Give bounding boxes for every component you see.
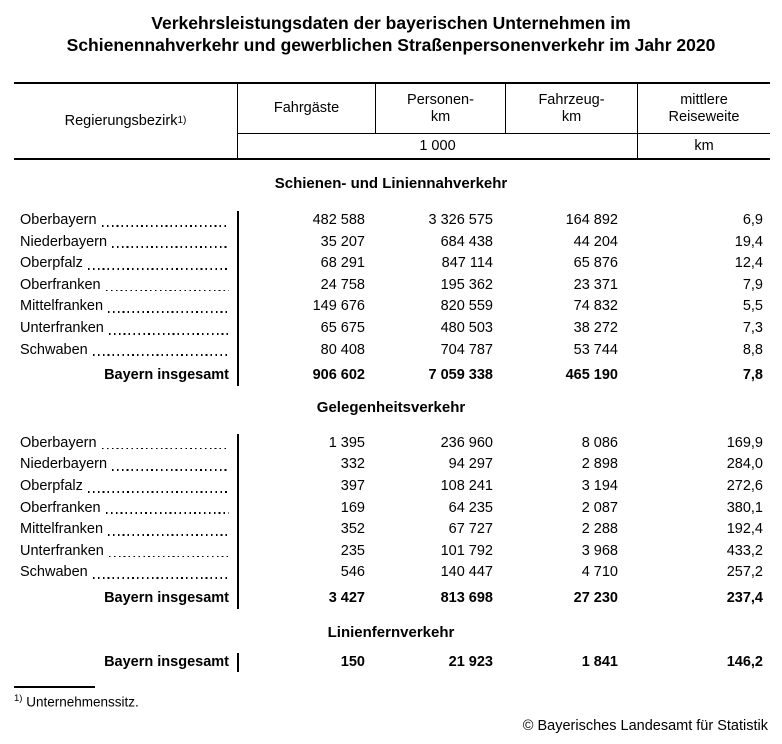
fahrzeug-km-value: 164 892 [565,212,618,228]
reiseweite-value: 380,1 [726,499,763,516]
dotted-leader [106,290,229,292]
regierungsbezirk-label: Regierungsbezirk [64,113,178,129]
fahrzeug-km-total: 1 841 [581,653,618,670]
table-row [14,498,770,520]
reiseweite-value: 7,9 [742,276,763,293]
footnote-divider [14,686,95,688]
fahrgaeste-value: 35 207 [320,233,365,250]
header-line: mittlere [680,91,728,108]
fahrgaeste-value: 235 [340,542,365,559]
region-label-cell [14,253,237,275]
table-row [14,433,770,455]
fahrzeug-km-value: 2 288 [581,521,618,538]
column-header-regierungsbezirk: Regierungsbezirk 1) [64,113,187,129]
fahrzeug-km-value: 3 194 [581,477,618,494]
personen-km-value: 94 297 [448,456,493,473]
personen-km-total: 21 923 [448,653,493,670]
region-label-cell [14,232,237,254]
reiseweite-value: 12,4 [734,255,763,272]
fahrzeug-km-total: 465 190 [565,367,618,384]
region-label-cell [14,318,237,340]
table-row [14,562,770,584]
region-label-cell [14,275,237,297]
reiseweite-value: 169,9 [726,434,763,451]
reiseweite-value: 272,6 [726,477,763,494]
fahrzeug-km-value: 3 968 [581,542,618,559]
reiseweite-value: 433,2 [726,542,763,559]
fahrzeug-km-value: 23 371 [573,276,618,293]
fahrgaeste-total: 150 [340,653,365,670]
fahrgaeste-total: 906 602 [312,367,365,384]
reiseweite-value: 19,4 [734,233,763,250]
region-label-cell [14,541,237,563]
region-label-cell [14,433,237,455]
dotted-leader [93,354,229,356]
dotted-leader [106,512,229,514]
table-row [14,232,770,254]
reiseweite-value: 284,0 [726,456,763,473]
footnote [14,693,782,710]
total-label: Bayern insgesamt [104,653,229,670]
personen-km-value: 820 559 [440,298,493,315]
dotted-leader [88,268,229,270]
region-label-cell [14,519,237,541]
region-name: Oberpfalz [20,255,83,272]
dotted-leader [109,556,229,558]
section-title-linienfernverkehr: Linienfernverkehr [327,623,455,641]
page-title [0,0,782,56]
fahrgaeste-value: 352 [340,521,365,538]
fahrgaeste-value: 332 [340,456,365,473]
header-line: Personen- [407,91,474,108]
personen-km-value: 108 241 [440,477,493,494]
personen-km-value: 704 787 [440,341,493,358]
fahrzeug-km-value: 74 832 [573,298,618,315]
footnote-marker: 1) [14,692,23,704]
region-label-cell [14,340,237,362]
fahrgaeste-value: 482 588 [312,212,365,228]
personen-km-value: 67 727 [448,521,493,538]
region-label-cell [14,476,237,498]
footnote-text: Unternehmenssitz. [26,694,139,710]
region-label-cell [14,296,237,318]
reiseweite-total: 146,2 [726,653,763,670]
table-row [14,210,770,232]
fahrzeug-km-value: 4 710 [581,564,618,581]
column-header-fahrzeug-km [505,84,637,133]
table-row [14,296,770,318]
fahrzeug-km-value: 38 272 [573,319,618,336]
table-row [14,253,770,275]
dotted-leader [108,534,229,536]
region-label-cell [14,562,237,584]
total-label: Bayern insgesamt [104,367,229,384]
fahrgaeste-value: 24 758 [320,276,365,293]
fahrzeug-km-value: 2 898 [581,456,618,473]
fahrzeug-km-value: 8 086 [581,434,618,451]
personen-km-value: 195 362 [440,276,493,293]
region-name: Oberbayern [20,434,97,451]
column-header-mittlere-reiseweite [637,84,770,133]
personen-km-value: 3 326 575 [428,212,493,228]
section-rows-linienfern [14,652,770,674]
region-label-cell [14,498,237,520]
title-line-1: Verkehrsleistungsdaten der bayerischen Unternehmen im [151,13,631,33]
fahrzeug-km-value: 44 204 [573,233,618,250]
region-name: Schwaben [20,564,88,581]
title-line-2: Schienennahverkehr und gewerblichen Straßenpersonenverkehr im Jahr 2020 [66,35,716,55]
fahrgaeste-value: 149 676 [312,298,365,315]
personen-km-value: 684 438 [440,233,493,250]
personen-km-value: 480 503 [440,319,493,336]
section-title-schienen-liniennahverkehr: Schienen- und Liniennahverkehr [274,175,508,192]
fahrgaeste-value: 546 [340,564,365,581]
fahrzeug-km-value: 65 876 [573,255,618,272]
column-header-fahrgaeste [237,84,375,133]
personen-km-value: 236 960 [440,434,493,451]
header-line: Fahrgäste [273,100,340,116]
personen-km-value: 847 114 [441,255,493,272]
reiseweite-total: 7,8 [742,367,763,384]
total-row [14,365,770,387]
dotted-leader [108,311,229,313]
table-row [14,541,770,563]
copyright-notice: © Bayerisches Landesamt für Statistik [522,718,768,735]
table-row [14,340,770,362]
reiseweite-value: 6,9 [742,212,763,228]
header-line: Reiseweite [668,108,740,125]
dotted-leader [102,225,229,227]
region-name: Niederbayern [20,233,108,250]
reiseweite-value: 5,5 [742,298,763,315]
fahrgaeste-value: 169 [340,499,365,516]
dotted-leader [112,246,229,248]
region-name: Unterfranken [20,542,104,559]
personen-km-value: 101 792 [440,542,493,559]
reiseweite-total: 237,4 [726,589,763,606]
personen-km-total: 813 698 [440,589,493,606]
table-row [14,519,770,541]
region-name: Niederbayern [20,456,108,473]
region-name: Oberfranken [20,499,101,516]
column-header-personen-km [375,84,505,133]
dotted-leader [109,333,229,335]
region-name: Oberfranken [20,276,101,293]
fahrgaeste-value: 68 291 [320,255,365,272]
reiseweite-value: 7,3 [742,319,763,336]
dotted-leader [93,577,229,579]
dotted-leader [112,469,229,471]
reiseweite-value: 257,2 [726,564,763,581]
personen-km-value: 64 235 [448,499,493,516]
region-name: Oberbayern [20,212,97,228]
total-row [14,588,770,610]
header-line: km [430,108,451,125]
fahrgaeste-value: 80 408 [320,341,365,358]
fahrgaeste-value: 65 675 [320,319,365,336]
table-row [14,454,770,476]
unit-header-thousands: 1 000 [237,133,637,158]
reiseweite-value: 8,8 [742,341,763,358]
fahrgaeste-value: 1 395 [328,434,365,451]
section-rows-gelegenheit [14,433,770,610]
header-line: km [561,108,582,125]
reiseweite-value: 192,4 [726,521,763,538]
region-name: Mittelfranken [20,521,104,538]
fahrgaeste-value: 397 [340,477,365,494]
region-name: Mittelfranken [20,298,104,315]
personen-km-value: 140 447 [440,564,493,581]
table-row [14,275,770,297]
table-row [14,318,770,340]
total-label: Bayern insgesamt [104,589,229,606]
personen-km-total: 7 059 338 [428,367,493,384]
table-header [14,82,770,160]
dotted-leader [102,448,229,450]
total-row [14,652,770,674]
region-name: Oberpfalz [20,477,83,494]
region-label-cell [14,454,237,476]
region-label-cell [14,210,237,232]
unit-header-km: km [637,133,770,158]
fahrzeug-km-value: 2 087 [581,499,618,516]
fahrzeug-km-value: 53 744 [573,341,618,358]
fahrgaeste-total: 3 427 [328,589,365,606]
dotted-leader [88,491,229,493]
fahrzeug-km-total: 27 230 [573,589,618,606]
region-name: Unterfranken [20,319,104,336]
section-rows-schienen [14,210,770,387]
header-line: Fahrzeug- [538,91,605,108]
table-row [14,476,770,498]
region-name: Schwaben [20,341,88,358]
section-title-gelegenheitsverkehr: Gelegenheitsverkehr [316,398,466,416]
